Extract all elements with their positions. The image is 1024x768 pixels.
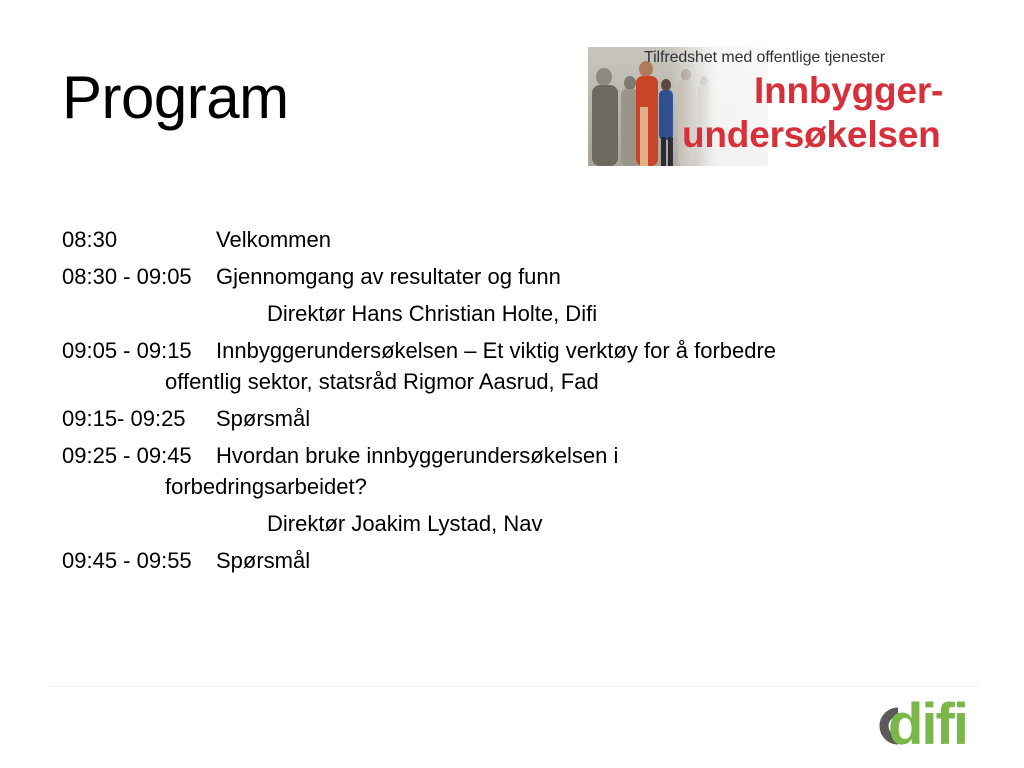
agenda-title: Gjennomgang av resultater og funn [216,264,561,289]
agenda-title-line2: forbedringsarbeidet? [165,474,367,499]
agenda-title: Spørsmål [216,548,311,573]
difi-logo [876,688,976,752]
agenda-title-line2: offentlig sektor, statsråd Rigmor Aasrud, Fad [165,369,599,394]
agenda-item [62,224,942,255]
slide-title: Program [62,64,289,131]
agenda-title: Spørsmål [216,406,311,431]
agenda-speaker: Direktør Joakim Lystad, Nav [267,511,543,536]
agenda-time: 09:05 - 09:15 [62,338,192,363]
agenda-title: Velkommen [216,227,331,252]
survey-banner [588,47,962,166]
agenda-item [62,261,942,292]
agenda-title [62,440,942,502]
agenda-item [62,440,942,502]
banner-heading-line1: Innbygger- [754,70,944,111]
banner-tagline: Tilfredshet med offentlige tjenester [644,49,885,66]
agenda-time: 09:15- 09:25 [62,406,186,431]
logo-text: difi [888,692,967,752]
agenda-time: 09:45 - 09:55 [62,548,192,573]
agenda-item [62,335,942,397]
agenda-time: 09:25 - 09:45 [62,443,192,468]
agenda-time: 08:30 [62,227,118,252]
footer-divider [48,686,978,687]
agenda-title-line1: Innbyggerundersøkelsen – Et viktig verktøy for å forbedre [216,338,777,363]
agenda-list [62,224,942,582]
agenda-title-line1: Hvordan bruke innbyggerundersøkelsen i [216,443,619,468]
agenda-time: 08:30 - 09:05 [62,264,192,289]
agenda-item [62,545,942,576]
agenda-speaker: Direktør Hans Christian Holte, Difi [267,301,598,326]
banner-heading-line2: undersøkelsen [682,114,941,155]
agenda-title [62,335,942,397]
agenda-item [62,403,942,434]
